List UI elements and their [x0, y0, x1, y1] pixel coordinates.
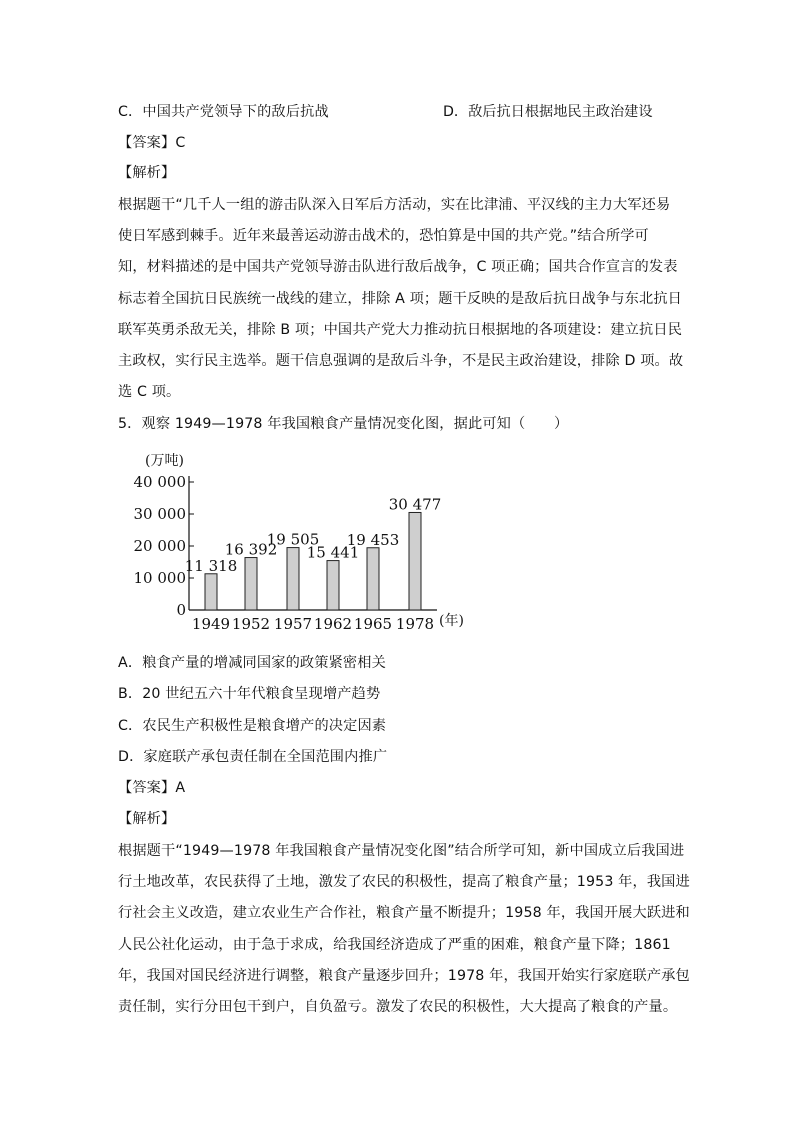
analysis-line: 行土地改革，农民获得了土地，激发了农民的积极性，提高了粮食产量；1953 年，我国进	[118, 874, 690, 890]
option-d: D．家庭联产承包责任制在全国范围内推广	[118, 749, 388, 765]
y-tick-label: 10 000	[133, 569, 186, 587]
x-tick-label: 1978	[395, 615, 435, 633]
grain-output-chart	[125, 448, 465, 638]
answer-label: 【答案】C	[118, 135, 186, 151]
x-tick-label: 1949	[191, 615, 231, 633]
x-tick-label: 1962	[313, 615, 353, 633]
y-tick-label: 30 000	[133, 505, 186, 523]
analysis-line: 根据题干“1949—1978 年我国粮食产量情况变化图”结合所学可知，新中国成立后我国进	[118, 843, 685, 859]
bar-value-label: 11 318	[184, 556, 238, 575]
y-tick-label: 0	[176, 601, 186, 619]
analysis-line: 行社会主义改造，建立农业生产合作社，粮食产量不断提升；1958 年，我国开展大跃进和	[118, 905, 690, 921]
bar-value-label: 19 453	[346, 530, 400, 549]
bar	[205, 574, 217, 610]
x-axis-unit-label: (年)	[439, 613, 464, 629]
x-tick-label: 1957	[273, 615, 313, 633]
analysis-line: 根据题干“几千人一组的游击队深入日军后方活动，实在比津浦、平汉线的主力大军还易	[118, 197, 671, 213]
analysis-line: 人民公社化运动，由于急于求成，给我国经济造成了严重的困难，粮食产量下降；1861	[118, 937, 671, 953]
analysis-line: 年，我国对国民经济进行调整，粮食产量逐步回升；1978 年，我国开始实行家庭联产承包	[118, 968, 690, 984]
analysis-heading: 【解析】	[118, 811, 176, 827]
option-c: C．农民生产积极性是粮食增产的决定因素	[118, 718, 387, 734]
bar	[287, 548, 299, 610]
option-b: B．20 世纪五六十年代粮食呈现增产趋势	[118, 686, 381, 702]
analysis-line: 联军英勇杀敌无关，排除 B 项；中国共产党大力推动抗日根据地的各项建设：建立抗日民	[118, 322, 683, 338]
answer-label: 【答案】A	[118, 780, 186, 796]
analysis-heading: 【解析】	[118, 165, 176, 181]
bar-value-label: 15 441	[306, 543, 360, 562]
question-stem: 5．观察 1949—1978 年我国粮食产量情况变化图，据此可知（ ）	[118, 416, 569, 432]
analysis-line: 责任制，实行分田包干到户，自负盈亏。激发了农民的积极性，大大提高了粮食的产量。	[118, 999, 678, 1015]
bar	[327, 561, 339, 610]
y-tick-label: 20 000	[133, 537, 186, 555]
x-tick-label: 1965	[353, 615, 393, 633]
bar-value-label: 16 392	[224, 540, 278, 559]
option-d: D．敌后抗日根据地民主政治建设	[443, 104, 653, 120]
y-axis-unit-label: (万吨)	[145, 453, 184, 469]
analysis-line: 选 C 项。	[118, 384, 181, 400]
bar-value-label: 19 505	[266, 530, 320, 549]
option-c: C．中国共产党领导下的敌后抗战	[118, 104, 329, 120]
bar-value-label: 30 477	[388, 495, 442, 514]
analysis-line: 标志着全国抗日民族统一战线的建立，排除 A 项；题干反映的是敌后抗日战争与东北抗日	[118, 291, 683, 307]
bar	[409, 512, 421, 610]
option-a: A．粮食产量的增减同国家的政策紧密相关	[118, 655, 386, 671]
analysis-line: 使日军感到棘手。近年来最善运动游击战术的，恐怕算是中国的共产党。”结合所学可	[118, 228, 649, 244]
bar	[367, 548, 379, 610]
analysis-line: 知，材料描述的是中国共产党领导游击队进行敌后战争，C 项正确；国共合作宣言的发表	[118, 259, 678, 275]
y-tick-label: 40 000	[133, 473, 186, 491]
analysis-line: 主政权，实行民主选举。题干信息强调的是敌后斗争，不是民主政治建设，排除 D 项。故	[118, 353, 684, 369]
x-tick-label: 1952	[231, 615, 271, 633]
bar	[245, 558, 257, 610]
